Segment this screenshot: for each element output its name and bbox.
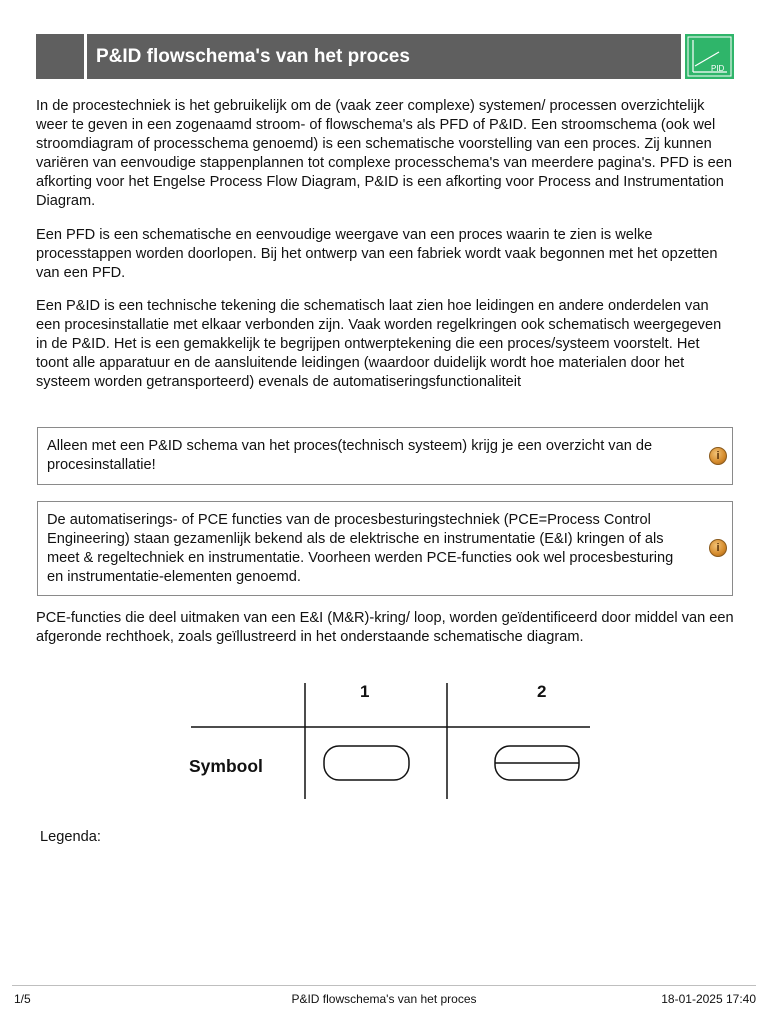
info-note [37, 427, 733, 485]
header-square [36, 34, 84, 79]
paragraph-pce: PCE-functies die deel uitmaken van een E&I (M&R)-kring/ loop, worden geïdentificeerd door middel van een afgeronde rechthoek, zoals geïllustreerd in het onderstaande schematische diagram. [36, 610, 734, 645]
column-label-2: 2 [537, 682, 547, 701]
rounded-rectangle-symbol [324, 746, 409, 780]
info-note-text: Alleen met een P&ID schema van het proces(technisch systeem) krijg je een overzicht van de procesinstallatie! [47, 438, 653, 473]
info-icon[interactable]: i [709, 447, 727, 465]
logo-text: PID [711, 64, 725, 73]
paragraph-pfd: Een PFD is een schematische en eenvoudige weergave van een proces waarin te zien is welke processtappen worden doorlopen. Bij het ontwerp van een fabriek wordt vaak begonnen met het opzetten van een PFD. [36, 227, 718, 281]
row-label-symbool: Symbool [189, 756, 263, 776]
paragraph-intro: In de procestechniek is het gebruikelijk om de (vaak zeer complexe) systemen/ processen overzichtelijk weer te geven in een zogenaamd stroom- of flowschema's als PFD of P&ID. Een stroomschema (ook wel stroomdiagram of processchema genoemd) is een schematische voorstelling van een proces. Zij kunnen variëren van eenvoudige stappenplannen tot complexe processchema's van meerdere pagina's. PFD is een afkorting voor het Engelse Process Flow Diagram, P&ID is een afkorting voor Process and Instrumentation Diagram. [36, 98, 732, 209]
pid-logo-icon [685, 34, 734, 79]
column-label-1: 1 [360, 682, 370, 701]
footer-datetime: 18-01-2025 17:40 [661, 992, 756, 1006]
symbol-table-diagram [185, 680, 595, 800]
page-footer [12, 985, 756, 1016]
info-icon[interactable]: i [709, 539, 727, 557]
symbol-table-lines [185, 680, 595, 800]
info-note-text: De automatiserings- of PCE functies van de procesbesturingstechniek (PCE=Process Control Engineering) staan gezamenlijk bekend als de elektrische en instrumentatie (E&I) kringen of als meet & regeltechniek en instrumentatie. Voorheen werden PCE-functies ook wel procesbesturing en instrumentatie-elementen genoemd. [47, 512, 674, 585]
footer-title: P&ID flowschema's van het proces [291, 992, 477, 1006]
page-title: P&ID flowschema's van het proces [87, 34, 681, 79]
legend-label: Legenda: [40, 829, 101, 845]
footer-page-number: 1/5 [14, 992, 31, 1006]
page-header [36, 34, 734, 79]
paragraph-pid: Een P&ID is een technische tekening die schematisch laat zien hoe leidingen en andere onderdelen van een procesinstallatie met elkaar verbonden zijn. Vaak worden regelkringen ook schematisch weergegeven in de P&ID. Het is een gemakkelijk te begrijpen ontwerptekening die een proces/systeem voorstelt. Het toont alle apparatuur en de aansluitende leidingen (waardoor duidelijk wordt hoe materialen door het systeem worden getransporteerd) evenals de automatiseringsfunctionaliteit [36, 298, 722, 390]
info-note [37, 501, 733, 596]
